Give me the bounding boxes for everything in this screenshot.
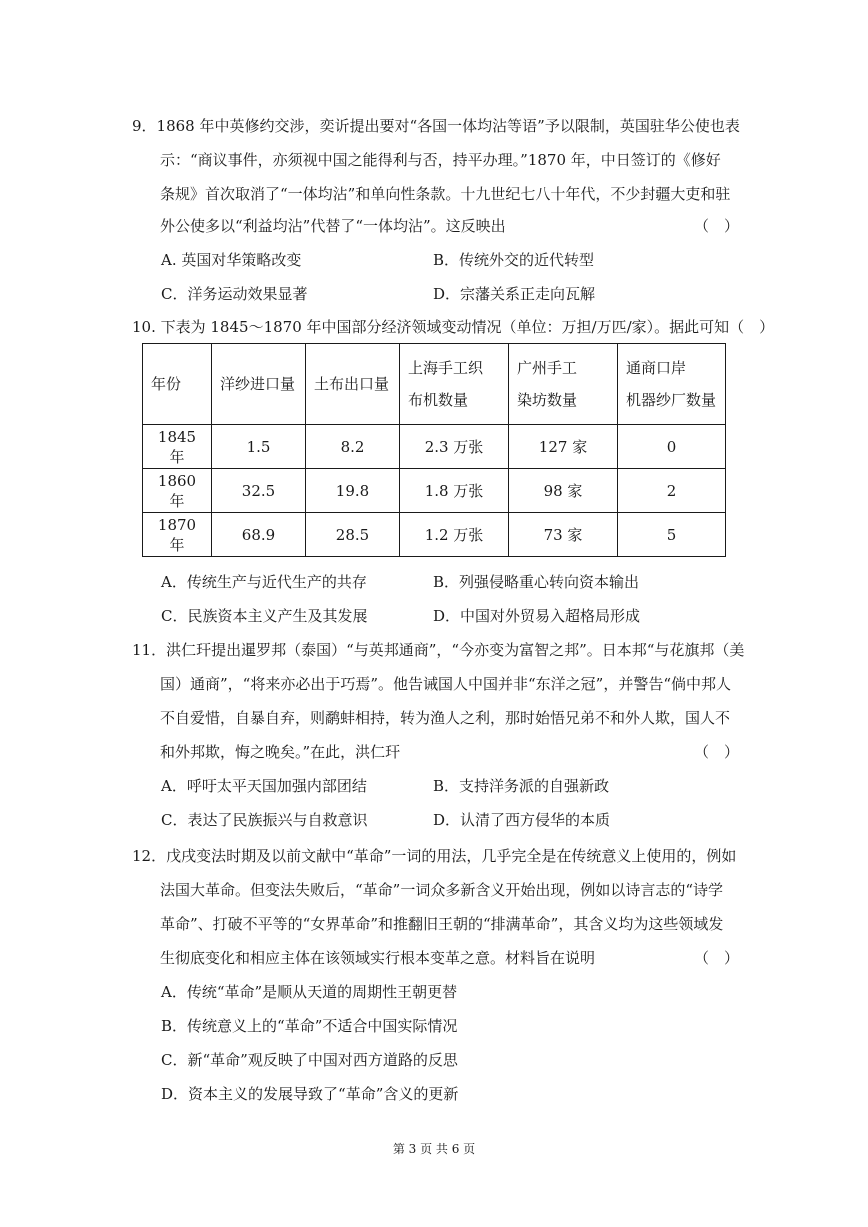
table-cell: 5: [618, 513, 726, 557]
question-9-line-1: 9．1868 年中英修约交涉，奕䜣提出要对“各国一体均沾等语”予以限制，英国驻华公使也表: [132, 117, 740, 135]
option-d: D．认清了西方侵华的本质: [433, 811, 611, 829]
question-11-line-4: 和外邦欺，悔之晚矣。”在此，洪仁玕: [160, 743, 401, 761]
question-12-line-3: 革命”、打破不平等的“女界革命”和推翻旧王朝的“排满革命”，其含义均为这些领域发: [160, 915, 724, 933]
table-cell: 2.3 万张: [400, 425, 509, 469]
table-cell: 19.8: [306, 469, 400, 513]
question-11-line-1: 11．洪仁玕提出暹罗邦（泰国）“与英邦通商”，“今亦变为富智之邦”。日本邦“与花旗邦（美: [132, 641, 745, 659]
question-12-line-1: 12．戊戌变法时期及以前文献中“革命”一词的用法，几乎完全是在传统意义上使用的，例如: [132, 847, 737, 865]
question-10-line-1: 10. 下表为 1845～1870 年中国部分经济领域变动情况（单位：万担/万匹/家）。据此可知（ ）: [132, 318, 775, 336]
option-a: A．传统生产与近代生产的共存: [161, 573, 367, 591]
table-cell: 127 家: [509, 425, 618, 469]
question-12-line-4: 生彻底变化和相应主体在该领域实行根本变革之意。材料旨在说明: [160, 949, 596, 967]
question-12-line-2: 法国大革命。但变法失败后，“革命”一词众多新含义开始出现，例如以诗言志的“诗学: [160, 881, 724, 899]
option-b: B．支持洋务派的自强新政: [433, 777, 610, 795]
option-b: B．列强侵略重心转向资本输出: [433, 573, 640, 591]
table-cell: 0: [618, 425, 726, 469]
question-9-line-3: 条规》首次取消了“一体均沾”和单向性条款。十九世纪七八十年代，不少封疆大吏和驻: [160, 185, 731, 203]
page-number: 第 3 页 共 6 页: [392, 1142, 476, 1156]
table-cell: 1.5: [212, 425, 306, 469]
table-header-cell: 通商口岸 机器纱厂数量: [618, 344, 726, 425]
option-d: D．宗藩关系正走向瓦解: [433, 285, 596, 303]
option-b: B．传统外交的近代转型: [433, 251, 595, 269]
option-c: C．新“革命”观反映了中国对西方道路的反思: [161, 1051, 458, 1069]
question-9-line-2: 示：“商议事件，亦须视中国之能得利与否，持平办理。”1870 年，中日签订的《修好: [160, 151, 721, 169]
table-header-cell: 年份: [143, 344, 212, 425]
option-c: C．表达了民族振兴与自救意识: [161, 811, 368, 829]
table-cell: 68.9: [212, 513, 306, 557]
option-a: A．传统“革命”是顺从天道的周期性王朝更替: [161, 983, 458, 1001]
table-row: [143, 469, 726, 513]
table-cell: 2: [618, 469, 726, 513]
option-c: C．洋务运动效果显著: [161, 285, 308, 303]
question-9-line-4: 外公使多以“利益均沾”代替了“一体均沾”。这反映出: [160, 217, 506, 235]
answer-bracket: （ ）: [693, 217, 739, 235]
table-cell: 73 家: [509, 513, 618, 557]
table-cell: 98 家: [509, 469, 618, 513]
table-row: [143, 513, 726, 557]
answer-bracket: （ ）: [693, 743, 739, 761]
table-cell: 1870 年: [143, 513, 212, 557]
question-11-line-3: 不自爱惜，自暴自弃，则鹬蚌相持，转为渔人之利，那时始悟兄弟不和外人欺，国人不: [160, 709, 731, 727]
option-a: A. 英国对华策略改变: [161, 251, 302, 269]
table-cell: 32.5: [212, 469, 306, 513]
table-cell: 1860 年: [143, 469, 212, 513]
table-row: [143, 425, 726, 469]
option-d: D．资本主义的发展导致了“革命”含义的更新: [161, 1085, 459, 1103]
table-cell: 1845 年: [143, 425, 212, 469]
table-header-cell: 上海手工织 布机数量: [400, 344, 509, 425]
table-header-cell: 洋纱进口量: [212, 344, 306, 425]
answer-bracket: （ ）: [693, 949, 739, 967]
table-header-cell: 广州手工 染坊数量: [509, 344, 618, 425]
table-cell: 1.2 万张: [400, 513, 509, 557]
table-header-cell: 土布出口量: [306, 344, 400, 425]
table-header-row: [143, 344, 726, 425]
table-cell: 8.2: [306, 425, 400, 469]
table-cell: 28.5: [306, 513, 400, 557]
option-a: A．呼吁太平天国加强内部团结: [161, 777, 367, 795]
economy-table: [142, 343, 726, 557]
question-11-line-2: 国）通商”，“将来亦必出于巧焉”。他告诫国人中国并非“东洋之冠”，并警告“倘中邦人: [160, 675, 732, 693]
option-b: B．传统意义上的“革命”不适合中国实际情况: [161, 1017, 458, 1035]
option-d: D．中国对外贸易入超格局形成: [433, 607, 641, 625]
option-c: C．民族资本主义产生及其发展: [161, 607, 368, 625]
table-cell: 1.8 万张: [400, 469, 509, 513]
